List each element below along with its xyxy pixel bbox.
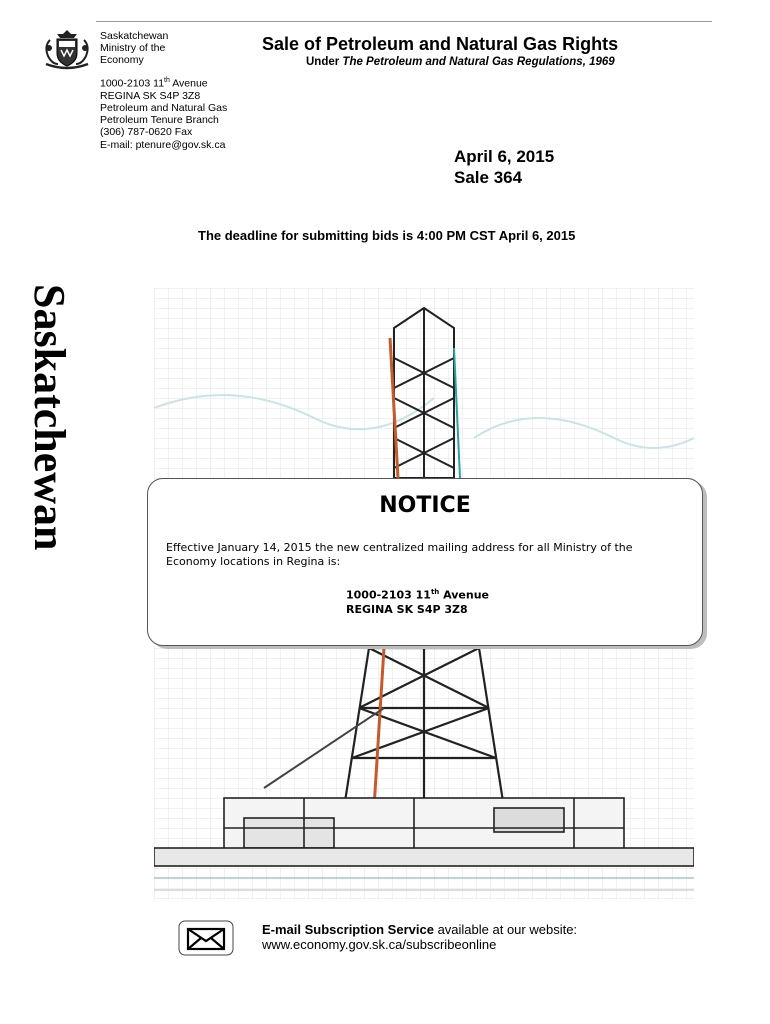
sale-number: Sale 364 [454, 168, 523, 187]
page-title: Sale of Petroleum and Natural Gas Rights [262, 34, 619, 54]
notice-address-city: REGINA SK S4P 3Z8 [346, 603, 468, 617]
vertical-title: Saskatchewan [25, 284, 74, 551]
ministry-line: Saskatchewan [100, 30, 169, 42]
address-street: 1000-2103 11th Avenue [100, 77, 208, 90]
bid-deadline: The deadline for submitting bids is 4:00 PM CST April 6, 2015 [198, 228, 576, 243]
header-divider [96, 21, 712, 22]
envelope-icon [178, 920, 234, 956]
address-fax: (306) 787-0620 Fax [100, 126, 193, 139]
subscription-line: E-mail Subscription Service available at our website: [262, 922, 578, 937]
subscription-url[interactable]: www.economy.gov.sk.ca/subscribeonline [262, 937, 497, 952]
address-email: E-mail: ptenure@gov.sk.ca [100, 138, 226, 151]
address-dept: Petroleum and Natural Gas [100, 101, 228, 114]
notice-address-street: 1000-2103 11th Avenue [346, 588, 489, 602]
notice-address [346, 585, 489, 618]
crest-icon [42, 28, 92, 70]
ministry-address [100, 75, 227, 151]
notice-body: Effective January 14, 2015 the new centralized mailing address for all Ministry of the Economy locations in Regina is: [166, 541, 633, 568]
address-city: REGINA SK S4P 3Z8 [100, 89, 201, 102]
ministry-line: Ministry of the [100, 42, 166, 54]
sale-date: April 6, 2015 [454, 147, 555, 166]
notice-box [147, 478, 703, 646]
sale-info [454, 146, 554, 188]
regulations-subtitle: Under The Petroleum and Natural Gas Regulations, 1969 [306, 56, 615, 68]
notice-title: NOTICE [379, 493, 471, 518]
address-branch: Petroleum Tenure Branch [100, 114, 219, 127]
subscription-info [262, 922, 577, 952]
vertical-title-wrap [24, 284, 84, 594]
ministry-name [100, 30, 168, 66]
ministry-line: Economy [100, 54, 144, 66]
